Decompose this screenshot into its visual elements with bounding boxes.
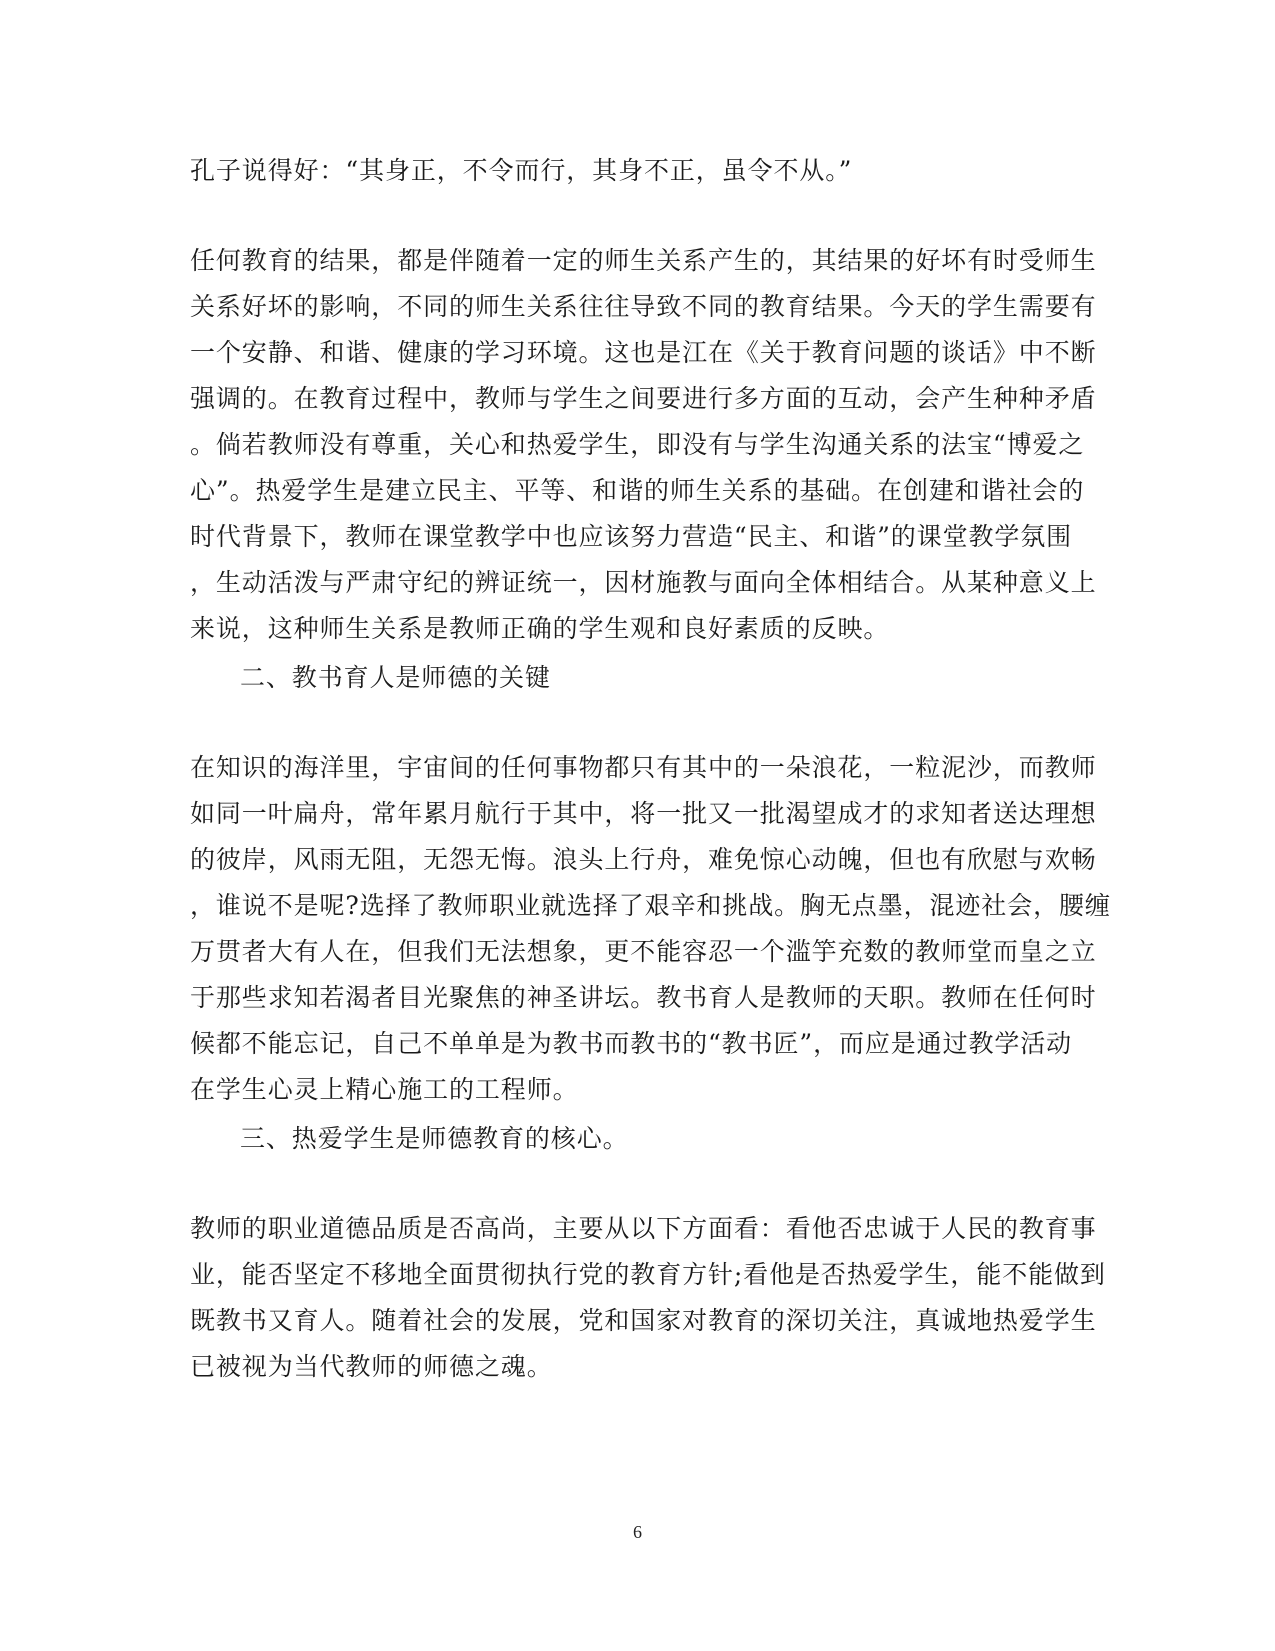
text-line: 候都不能忘记，自己不单单是为教书而教书的“教书匠”，而应是通过教学活动	[190, 1029, 1073, 1058]
text-line: 一个安静、和谐、健康的学习环境。这也是江在《关于教育问题的谈话》中不断	[190, 338, 1097, 367]
text-line: 业，能否坚定不移地全面贯彻执行党的教育方针;看他是否热爱学生，能不能做到	[190, 1260, 1106, 1289]
text-line: 时代背景下，教师在课堂教学中也应该努力营造“民主、和谐”的课堂教学氛围	[190, 522, 1073, 551]
text-line: 既教书又育人。随着社会的发展，党和国家对教育的深切关注，真诚地热爱学生	[190, 1306, 1097, 1335]
text-line: 心”。热爱学生是建立民主、平等、和谐的师生关系的基础。在创建和谐社会的	[190, 476, 1085, 505]
text-line: 教师的职业道德品质是否高尚，主要从以下方面看：看他否忠诚于人民的教育事	[190, 1214, 1097, 1243]
text-line: 的彼岸，风雨无阻，无怨无悔。浪头上行舟，难免惊心动魄，但也有欣慰与欢畅	[190, 845, 1097, 874]
section-heading-2: 二、教书育人是师德的关键	[240, 663, 551, 692]
page-number: 6	[633, 1522, 642, 1542]
text-line: 于那些求知若渴者目光聚焦的神圣讲坛。教书育人是教师的天职。教师在任何时	[190, 983, 1097, 1012]
text-line: ，生动活泼与严肃守纪的辨证统一，因材施教与面向全体相结合。从某种意义上	[190, 568, 1097, 597]
text-line: 在学生心灵上精心施工的工程师。	[190, 1075, 579, 1104]
text-line: 在知识的海洋里，宇宙间的任何事物都只有其中的一朵浪花，一粒泥沙，而教师	[190, 753, 1097, 782]
text-line: 万贯者大有人在，但我们无法想象，更不能容忍一个滥竽充数的教师堂而皇之立	[190, 937, 1097, 966]
text-line: 来说，这种师生关系是教师正确的学生观和良好素质的反映。	[190, 614, 890, 643]
text-line: 强调的。在教育过程中，教师与学生之间要进行多方面的互动，会产生种种矛盾	[190, 384, 1097, 413]
quote-line: 孔子说得好：“其身正，不令而行，其身不正，虽令不从。”	[190, 156, 853, 185]
text-line: 已被视为当代教师的师德之魂。	[190, 1352, 553, 1381]
text-line: 任何教育的结果，都是伴随着一定的师生关系产生的，其结果的好坏有时受师生	[190, 246, 1097, 275]
text-line: 如同一叶扁舟，常年累月航行于其中，将一批又一批渴望成才的求知者送达理想	[190, 799, 1097, 828]
text-line: 关系好坏的影响，不同的师生关系往往导致不同的教育结果。今天的学生需要有	[190, 292, 1097, 321]
section-heading-3: 三、热爱学生是师德教育的核心。	[240, 1124, 629, 1153]
text-line: ，谁说不是呢?选择了教师职业就选择了艰辛和挑战。胸无点墨，混迹社会，腰缠	[190, 891, 1111, 920]
text-line: 。倘若教师没有尊重，关心和热爱学生，即没有与学生沟通关系的法宝“博爱之	[190, 430, 1085, 459]
